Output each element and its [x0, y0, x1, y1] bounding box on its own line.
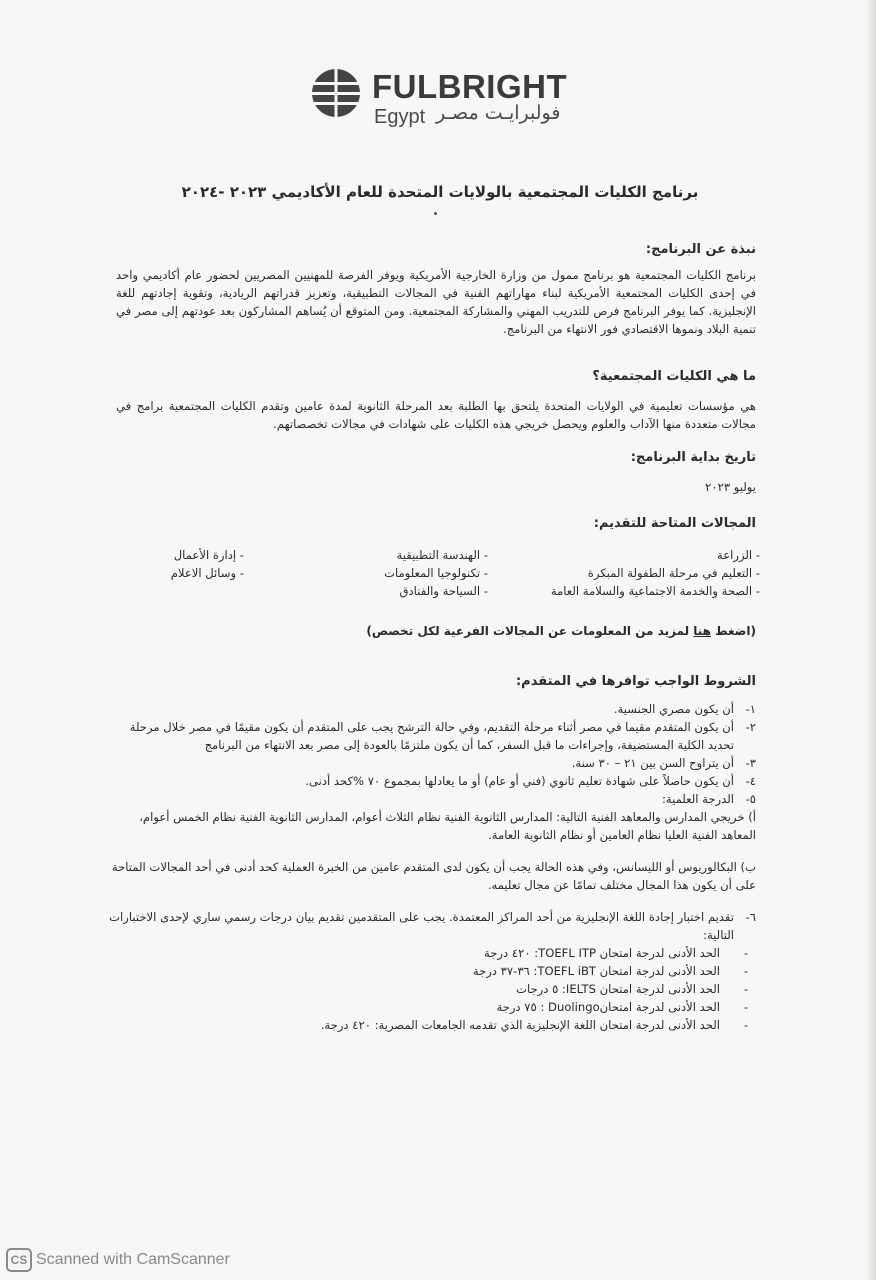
fields-column-3: [114, 546, 244, 582]
fulbright-logo: [308, 62, 578, 142]
test-requirement: - الحد الأدنى لدرجة امتحان TOEFL iBT: ٣٦-٣٧ درجة: [104, 962, 734, 980]
field-item: - وسائل الاعلام: [170, 566, 244, 580]
page-title: برنامج الكليات المجتمعية بالولايات المتحدة للعام الأكاديمي ٢٠٢٣ -٢٠٢٤: [181, 183, 699, 201]
field-item: - الصحة والخدمة الاجتماعية والسلامة العامة: [550, 584, 760, 598]
condition-item: [104, 754, 756, 772]
field-item: - الهندسة التطبيقية: [396, 548, 488, 562]
what-heading: ما هي الكليات المجتمعية؟: [592, 369, 756, 384]
scan-speck: [434, 212, 437, 215]
conditions-list: [104, 700, 756, 1034]
logo-country-en: Egypt: [374, 106, 426, 128]
condition-text: أن يكون حاصلاً على شهادة تعليم ثانوي (فني أو عام) أو ما يعادلها بمجموع ٧٠ %كحد أدنى.: [305, 774, 734, 788]
about-heading: نبذة عن البرنامج:: [645, 242, 756, 257]
note-suffix: لمزيد من المعلومات عن المجالات الفرعية لكل تخصص): [366, 624, 694, 638]
condition-text: أن يكون المتقدم مقيما في مصر أثناء مرحلة التقديم، وفي حالة الترشح يجب على المتقدم أن يكون مقيمًا في مصر خلال مرحلة تحديد الكلية المستضيفة، وإجراءات ما قبل السفر، كما أن يكون ملتزمًا بالعودة إلى مصر بعد الانتهاء من البرنامج: [129, 720, 734, 752]
fields-column-2: [288, 546, 488, 600]
page-edge-shadow: [866, 0, 876, 1280]
start-value: يوليو ٢٠٢٣: [705, 480, 756, 494]
test-requirement: - الحد الأدنى لدرجة امتحان اللغة الإنجليزية الذي تقدمه الجامعات المصرية: ٤٢٠ درجة.: [104, 1016, 734, 1034]
here-link[interactable]: هنا: [693, 624, 711, 638]
condition-number: ٢-: [745, 720, 756, 734]
logo-wordmark: FULBRIGHT: [372, 68, 568, 105]
condition-number: ٦-: [745, 910, 756, 924]
field-item: - التعليم في مرحلة الطفولة المبكرة: [587, 566, 760, 580]
field-item: - تكنولوجيا المعلومات: [384, 566, 488, 580]
test-requirement: - الحد الأدنى لدرجة امتحان IELTS: ٥ درجات: [104, 980, 734, 998]
logo-country-ar: فولبرايـت مصـر: [436, 102, 561, 124]
condition-text: أن يتراوح السن بين ٢١ – ٣٠ سنة.: [571, 756, 734, 770]
condition-number: ٣-: [745, 756, 756, 770]
condition-number: ١-: [745, 702, 756, 716]
condition-text: الدرجة العلمية:: [661, 792, 734, 806]
degree-option-b: ب) البكالوريوس أو الليسانس، وفي هذه الحالة يجب أن يكون لدى المتقدم عامين من الخبرة العملية كحد أدنى في أحد المجالات المتاحة على أن يكون هذا المجال مختلف تمامًا عن مجال تعليمه.: [111, 860, 756, 892]
test-requirement: - الحد الأدنى لدرجة امتحانDuolingo : ٧٥ درجة: [104, 998, 734, 1016]
field-item: - الزراعة: [717, 548, 760, 562]
condition-text: أن يكون مصري الجنسية.: [613, 702, 734, 716]
spacer: [104, 894, 756, 908]
camscanner-badge: CS: [6, 1248, 32, 1272]
spacer: [104, 844, 756, 858]
test-requirement: - الحد الأدنى لدرجة امتحان TOEFL ITP: ٤٢٠ درجة: [104, 944, 734, 962]
what-paragraph: هي مؤسسات تعليمية في الولايات المتحدة يلتحق بها الطلبة بعد المرحلة الثانوية لمدة عامين وتقدم الكليات المجتمعية برامج في مجالات متعددة منها الآداب والعلوم ويحصل خريجي هذه الكليات على شهادات في مجالات تخصصاتهم.: [116, 399, 756, 431]
subfields-note: [366, 624, 756, 638]
note-prefix: (اضغط: [711, 624, 756, 638]
condition-item: [104, 908, 756, 1034]
degree-option-a: أ) خريجي المدارس والمعاهد الفنية التالية: المدارس الثانوية الفنية نظام الثلاث أعوام، المدارس الثانوية الفنية نظام الخمس أعوام، المعاهد الفنية العليا نظام العامين أو نظام الثانوية العامة.: [139, 810, 756, 842]
condition-item: [104, 790, 756, 808]
about-paragraph: برنامج الكليات المجتمعية هو برنامج ممول من وزارة الخارجية الأمريكية ويوفر الفرصة للمهنيين المصريين لحضور عام أكاديمي واحد في إحدى الكليات المجتمعية الأمريكية لبناء مهاراتهم الفنية في المجالات التطبيقية، وتعزيز قدراتهم الريادية، وتقوية إجادتهم للغة الإنجليزية. كما يوفر البرنامج فرص للتدريب المهني والمشاركة المجتمعية. ومن المتوقع أن يُساهم المشاركون بعد عودتهم إلى مصر في تنمية البلاد ونموها الاقتصادي فور الانتهاء من البرنامج.: [116, 268, 756, 336]
condition-item: [104, 718, 756, 754]
fields-heading: المجالات المتاحة للتقديم:: [593, 516, 756, 531]
condition-item: [104, 700, 756, 718]
conditions-heading: الشروط الواجب توافرها في المتقدم:: [515, 674, 756, 689]
condition-number: ٥-: [745, 792, 756, 806]
start-heading: تاريخ بداية البرنامج:: [630, 450, 756, 465]
condition-number: ٤-: [745, 774, 756, 788]
camscanner-watermark: [6, 1248, 230, 1272]
camscanner-text: Scanned with CamScanner: [36, 1251, 230, 1269]
condition-item: [104, 772, 756, 790]
english-tests-list: [104, 944, 734, 1034]
condition-text: تقديم اختبار إجادة اللغة الإنجليزية من أحد المراكز المعتمدة. يجب على المتقدمين تقديم بيان درجات رسمي ساري لإحدى الاختبارات التالية:: [109, 910, 734, 942]
field-item: - السياحة والفنادق: [399, 584, 488, 598]
globe-icon: [311, 68, 361, 118]
field-item: - إدارة الأعمال: [173, 548, 244, 562]
fields-column-1: [530, 546, 760, 600]
